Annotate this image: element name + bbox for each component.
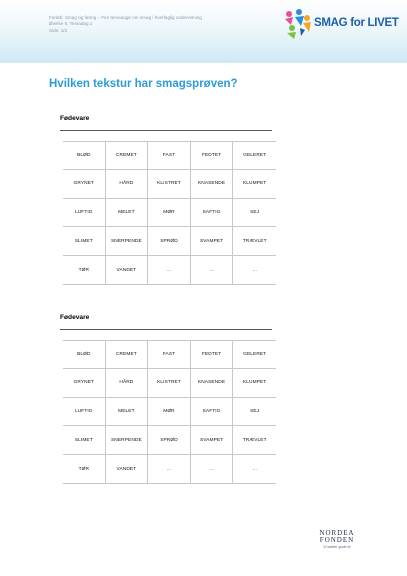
header-line-page: Side: 1/2 [49, 27, 68, 33]
texture-cell[interactable]: SAFTIG [191, 398, 234, 427]
food-label: Fødevare [60, 314, 90, 321]
figures-icon [283, 8, 313, 40]
texture-cell[interactable]: VANDET [106, 256, 149, 285]
texture-cell[interactable]: SLIMET [63, 227, 106, 256]
texture-cell[interactable]: … [148, 455, 191, 484]
smag-for-livet-logo [283, 8, 399, 40]
header-info [49, 15, 202, 34]
texture-cell[interactable]: LUFTIG [63, 398, 106, 427]
texture-cell[interactable]: SNERPENDE [106, 227, 149, 256]
texture-cell[interactable]: … [191, 256, 234, 285]
texture-cell[interactable]: TØR [63, 256, 106, 285]
footer-tagline: Vi støtter gode liv [323, 545, 351, 549]
texture-cell[interactable]: SEJ [233, 199, 276, 228]
texture-cell[interactable]: VANDET [106, 455, 149, 484]
texture-cell[interactable]: SVAMPET [191, 426, 234, 455]
logo-wordmark: SMAG for LIVET [314, 17, 399, 29]
texture-cell[interactable]: SNERPENDE [106, 426, 149, 455]
texture-cell[interactable]: … [233, 256, 276, 285]
texture-cell[interactable]: TØR [63, 455, 106, 484]
texture-section-1 [60, 113, 276, 273]
texture-cell[interactable]: KNASENDE [191, 369, 234, 398]
texture-cell[interactable]: SAFTIG [191, 199, 234, 228]
header-line-course: Forløb: Smag og føring – Fire temadage om smag i hverfaglig undervisning [49, 15, 202, 20]
texture-cell[interactable]: … [233, 455, 276, 484]
page-title: Hvilken tekstur har smagsprøven? [49, 78, 238, 90]
texture-cell[interactable]: FEDTET [191, 340, 234, 369]
texture-cell[interactable]: MØR [148, 199, 191, 228]
texture-cell[interactable]: GRYNET [63, 369, 106, 398]
texture-cell[interactable]: SPRØD [148, 227, 191, 256]
texture-cell[interactable]: KLUMPET [233, 170, 276, 199]
texture-cell[interactable]: HÅRD [106, 369, 149, 398]
texture-cell[interactable]: FAST [148, 340, 191, 369]
food-write-line[interactable] [60, 130, 272, 131]
texture-cell[interactable]: TRÆVLET [233, 227, 276, 256]
nordea-fonden-logo [312, 530, 362, 549]
texture-cell[interactable]: MELET [106, 398, 149, 427]
texture-cell[interactable]: KLISTRET [148, 369, 191, 398]
texture-cell[interactable]: CREMET [106, 141, 149, 170]
texture-cell[interactable]: TRÆVLET [233, 426, 276, 455]
texture-grid [63, 340, 276, 484]
texture-cell[interactable]: SLIMET [63, 426, 106, 455]
texture-cell[interactable]: SPRØD [148, 426, 191, 455]
texture-cell[interactable]: SVAMPET [191, 227, 234, 256]
texture-cell[interactable]: GELERET [233, 340, 276, 369]
texture-cell[interactable]: BLØD [63, 141, 106, 170]
texture-cell[interactable]: HÅRD [106, 170, 149, 199]
texture-cell[interactable]: BLØD [63, 340, 106, 369]
texture-section-2 [60, 312, 276, 472]
page-header [0, 0, 407, 63]
texture-cell[interactable]: FAST [148, 141, 191, 170]
footer-logo-line2: FONDEN [319, 536, 355, 544]
food-write-line[interactable] [60, 329, 272, 330]
texture-cell[interactable]: FEDTET [191, 141, 234, 170]
food-label: Fødevare [60, 115, 90, 122]
texture-cell[interactable]: MØR [148, 398, 191, 427]
texture-cell[interactable]: … [191, 455, 234, 484]
texture-cell[interactable]: … [148, 256, 191, 285]
texture-cell[interactable]: MELET [106, 199, 149, 228]
texture-cell[interactable]: KLUMPET [233, 369, 276, 398]
header-line-exercise: Øvelse 6, Temadag 1 [49, 21, 93, 27]
texture-cell[interactable]: GRYNET [63, 170, 106, 199]
texture-cell[interactable]: LUFTIG [63, 199, 106, 228]
texture-grid [63, 141, 276, 285]
texture-cell[interactable]: KLISTRET [148, 170, 191, 199]
footer-logo-line1: NORDEA [319, 529, 355, 537]
texture-cell[interactable]: CREMET [106, 340, 149, 369]
texture-cell[interactable]: SEJ [233, 398, 276, 427]
texture-cell[interactable]: KNASENDE [191, 170, 234, 199]
texture-cell[interactable]: GELERET [233, 141, 276, 170]
